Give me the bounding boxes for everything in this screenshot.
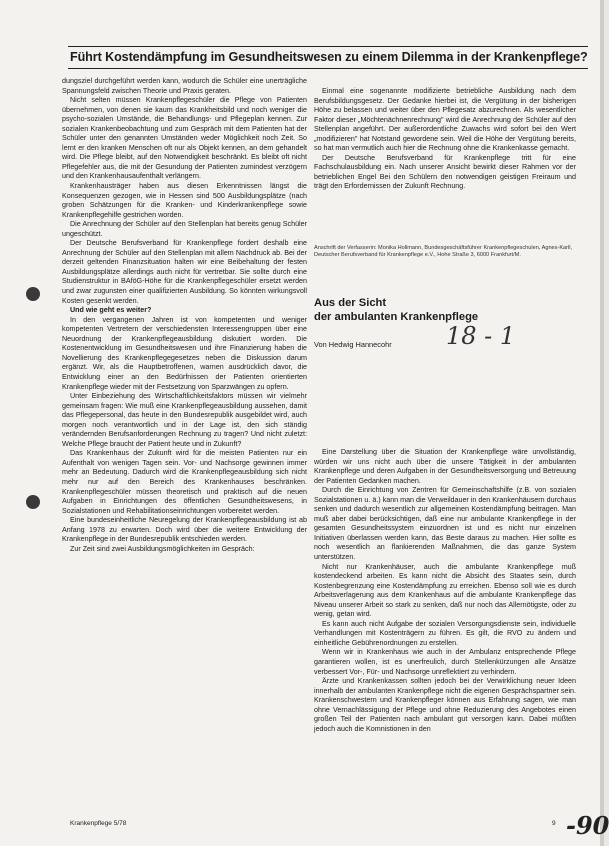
paragraph: Einmal eine sogenannte modifizierte betriebliche Ausbildung nach dem Berufsbildungsgesetz. Der Gedanke hierbei ist, die Vergütung in der bisherigen Höhe zu belassen und weiter über den Pflegesatz abzurechnen. Als wesentlicher Faktor dieser „Möchtenächnenrechnung" wird die Anrechnung der Schüler auf den Stellenplan angeführt. Der außerordentliche Zuwachs wird sofort bei den Wert „modifizieren" hat Notstand gewordene sein. Weil die Höhe der Vergütung bereits, so hat man vermutlich auch hier die Rechnung ohne die Krankenkasse gemacht. <box>314 87 576 153</box>
right-column-bottom <box>314 448 576 734</box>
handwritten-folio-number: -90 <box>566 811 609 840</box>
paragraph: Der Deutsche Berufsverband für Krankenpflege fordert deshalb eine Anrechnung der Schüler auf den Stellenplan mit allem Nachdruck ab. Bei der derzeit geltenden Finanzsituation halten wir eine Beibehaltung der festen Ausbildungsplätze allerdings auch nicht für vertretbar. Sie sollte durch eine Studienstruktur in BAföG-Höhe für die Krankenpflegeschüler ersetzt werden und zwar zugunsten einer qualifizierten Ausbildung. So könnten wirkungsvoll Kosten gesenkt werden. <box>62 239 307 305</box>
subheading: Und wie geht es weiter? <box>70 306 152 315</box>
section-heading <box>314 296 576 324</box>
footer-journal-issue: Krankenpflege 5/78 <box>70 820 127 827</box>
author-address-note: Anschrift der Verfasserin: Monika Hollmann, Bundesgeschäftsführer Krankenpflegeschulen, Agnes-Karll, Deutscher Berufsverband für Krankenpflege e.V., Hohe Straße 3, 6000 Frankfurt/M. <box>314 245 573 258</box>
paragraph: Das Krankenhaus der Zukunft wird für die meisten Patienten nur ein Aufenthalt von wenigen Tagen sein. Vor- und Nachsorge gewinnen immer mehr an Bedeutung. Dadurch wird die Krankenpflegeausbildung sich nicht mehr nur auf den Bereich des Krankenhauses beschränken. Krankenpflegeschüler müssen theoretisch und praktisch auf die neuen Aufgaben in Einrichtungen des öffentlichen Gesundheitswesens, in Sozialstationen und Rehabilitationseinrichtungen vorbereitet werden. <box>62 449 307 515</box>
paragraph: Eine Darstellung über die Situation der Krankenpflege wäre unvollständig, würden wir uns nicht auch über die unsere Tätigkeit in der ambulanten Krankenpflege und deren Aufgaben in der Gesundheitsversorgung und Betreuung der Patienten Gedanken machen. <box>314 448 576 485</box>
paragraph: Eine bundeseinheitliche Neuregelung der Krankenpflegeausbildung ist ab Anfang 1978 zu erwarten. Doch wird über die weitere Entwicklung der Krankenpflege in der Bundesrepublik entschieden werden. <box>62 516 307 544</box>
paragraph: Es kann auch nicht Aufgabe der sozialen Versorgungsdienste sein, individuelle Verhandlungen mit Kostenträgern zu führen. Es gilt, die RVO zu ändern und einheitliche Gebührenordnungen zu erstellen. <box>314 619 576 647</box>
author-byline: Von Hedwig Hannecohr <box>314 340 392 349</box>
paragraph: dungsziel durchgeführt werden kann, wodurch die Schüler eine unerträgliche Spannungsfeld zwischen Theorie und Praxis geraten. <box>62 77 307 95</box>
punch-hole <box>26 495 40 509</box>
paragraph: Nicht selten müssen Krankenpflegeschüler die Pflege von Patienten übernehmen, von denen sie kaum das Krankheitsbild und noch weniger die psycho-sozialen Umstände, die Behandlungs- und Pflegeplan kennen. Zur sozialen Krankenbeobachtung und zum Gespräch mit dem Patienten hat der Schüler unter den genannten Umständen weder Möglichkeit noch Zeit. So lernt er den kranken Menschen oft nur als Objekt kennen, an dem gehandelt wird. Die Pflege bleibt, auf den Notwendigkeit beschränkt. Es bleibt oft nicht Pflegefehler aus, die mit der Gesundung der Patienten zumindest verzögern und den Krankenhausaufenthalt verlängern. <box>62 96 307 181</box>
page-edge <box>600 0 604 846</box>
paragraph: Wenn wir in Krankenhaus wie auch in der Ambulanz entsprechende Pflege garantieren wollen, ist es unerfreulich, durch Stellenkürzungen alle Ansätze verbessert Vor-, Für- und Nachsorge unreflektiert zu verhindern. <box>314 648 576 676</box>
paragraph: Der Deutsche Berufsverband für Krankenpflege tritt für eine Fachschulausbildung ein. Nach unserer Ansicht bewirkt dieser Rahmen vor der betrieblichen Engel Bei den Schülern den notwendigen geistigen Freiraum und trägt den Erfordernissen der Zukunft Rechnung. <box>314 153 576 191</box>
paragraph: Durch die Einrichtung von Zentren für Gemeinschaftshilfe (z.B. von sozialen Sozialstationen u. ä.) kann man die Verweildauer in den Krankenhäusern durchaus senken und dadurch wesentlich zur allgemeinen Kostendämpfung beitragen. Man muß aber dabei berücksichtigen, daß eine nur ambulante Krankenpflege in der gesamten Gesundheitssystem einzuordnen ist und es nicht nur einzelnen Initiativen überlassen werden kann, das Beste daraus zu machen. Hier sollte es noch wesentlich an flankierenden Maßnahmen, die das ganze System unterstützen. <box>314 486 576 562</box>
left-column <box>62 77 307 554</box>
paragraph: Nicht nur Krankenhäuser, auch die ambulante Krankenpflege muß kostendeckend arbeiten. Es kann nicht die Absicht des Staates sein, durch Kostenbegrenzung eine Kostendämpfung zu erreichen. Ebenso soll wie es durch Arbeitsverlagerung aus dem Krankenhaus auf die ambulante Krankenpflege das Niveau unserer Arbeit so stark zu senken, daß nur noch das Allernötigste, oder zu wenig, getan wird. <box>314 562 576 619</box>
footer-page-number: 9 <box>552 820 556 827</box>
section-heading-line: der ambulanten Krankenpflege <box>314 311 479 323</box>
paragraph: Die Anrechnung der Schüler auf den Stellenplan hat bereits genug Schüler ungeschützt. <box>62 220 307 238</box>
header-rule-top <box>68 46 588 47</box>
section-heading-line: Aus der Sicht <box>314 297 387 309</box>
paragraph: Krankenhausträger haben aus diesen Erkenntnissen längst die Konsequenzen gezogen, wie in Hessen sind 500 Ausbildungsplätze (nach groben Schätzungen für die Kranken- und Kinderkrankenpflege sowie Krankenpflegehilfe gestrichen worden. <box>62 182 307 219</box>
paragraph: Zur Zeit sind zwei Ausbildungsmöglichkeiten im Gespräch: <box>70 544 255 553</box>
paragraph: Ärzte und Krankenkassen sollten jedoch bei der Verwirklichung neuer Ideen innerhalb der ambulanten Krankenpflege nicht die eigenen Gesprächspartner sein. Krankenschwestern und Krankenpfleger können aus Erfahrung sagen, wie man ohne Vernachlässigung der Pflege und ohne Reduzierung des Angebotes einen großen Teil der Patienten nach ambulant gut versorgen kann. Dabei müßten jedoch auch die Komnistionen in den <box>314 677 576 733</box>
paragraph: Unter Einbeziehung des Wirtschaftlichkeitsfaktors müssen wir vielmehr gemeinsam fragen: Wie muß eine Krankenpflegeausbildung aussehen, damit das Pflegepersonal, das heute in den Bundesrepublik ausgebildet wird, auch morgen noch verantwortlich und in der Lage ist, den sich ständig verändernden Berufsanforderungen Rechnung zu tragen? Und nicht zuletzt: Welche Pflege braucht der Patient heute und in Zukunft? <box>62 392 307 448</box>
handwritten-annotation: 18 - 1 <box>446 322 516 350</box>
punch-hole <box>26 287 40 301</box>
paragraph: In den vergangenen Jahren ist von kompetenten und weniger kompetenten Vertretern der verschiedensten Interessengruppen über eine Neuordnung der Krankenpflegeausbildung diskutiert worden. Die Kostenentwicklung im Gesundheitswesen und ihre Finanzierung haben die Novellierung des Krankenpflegegesetzes neben die Diskussion darum ergänzt. Wir, als die Hauptbetroffenen, warnen ausdrücklich davor, die Entwicklung einer an den Bedürfnissen der Patienten orientierten Krankenpflege wieder mit der Festsetzung von Sparzwängen zu opfern. <box>62 315 307 391</box>
header-rule-bottom <box>68 68 588 69</box>
page-title: Führt Kostendämpfung im Gesundheitswesen zu einem Dilemma in der Krankenpflege? <box>70 50 588 64</box>
right-column-top <box>314 87 576 192</box>
